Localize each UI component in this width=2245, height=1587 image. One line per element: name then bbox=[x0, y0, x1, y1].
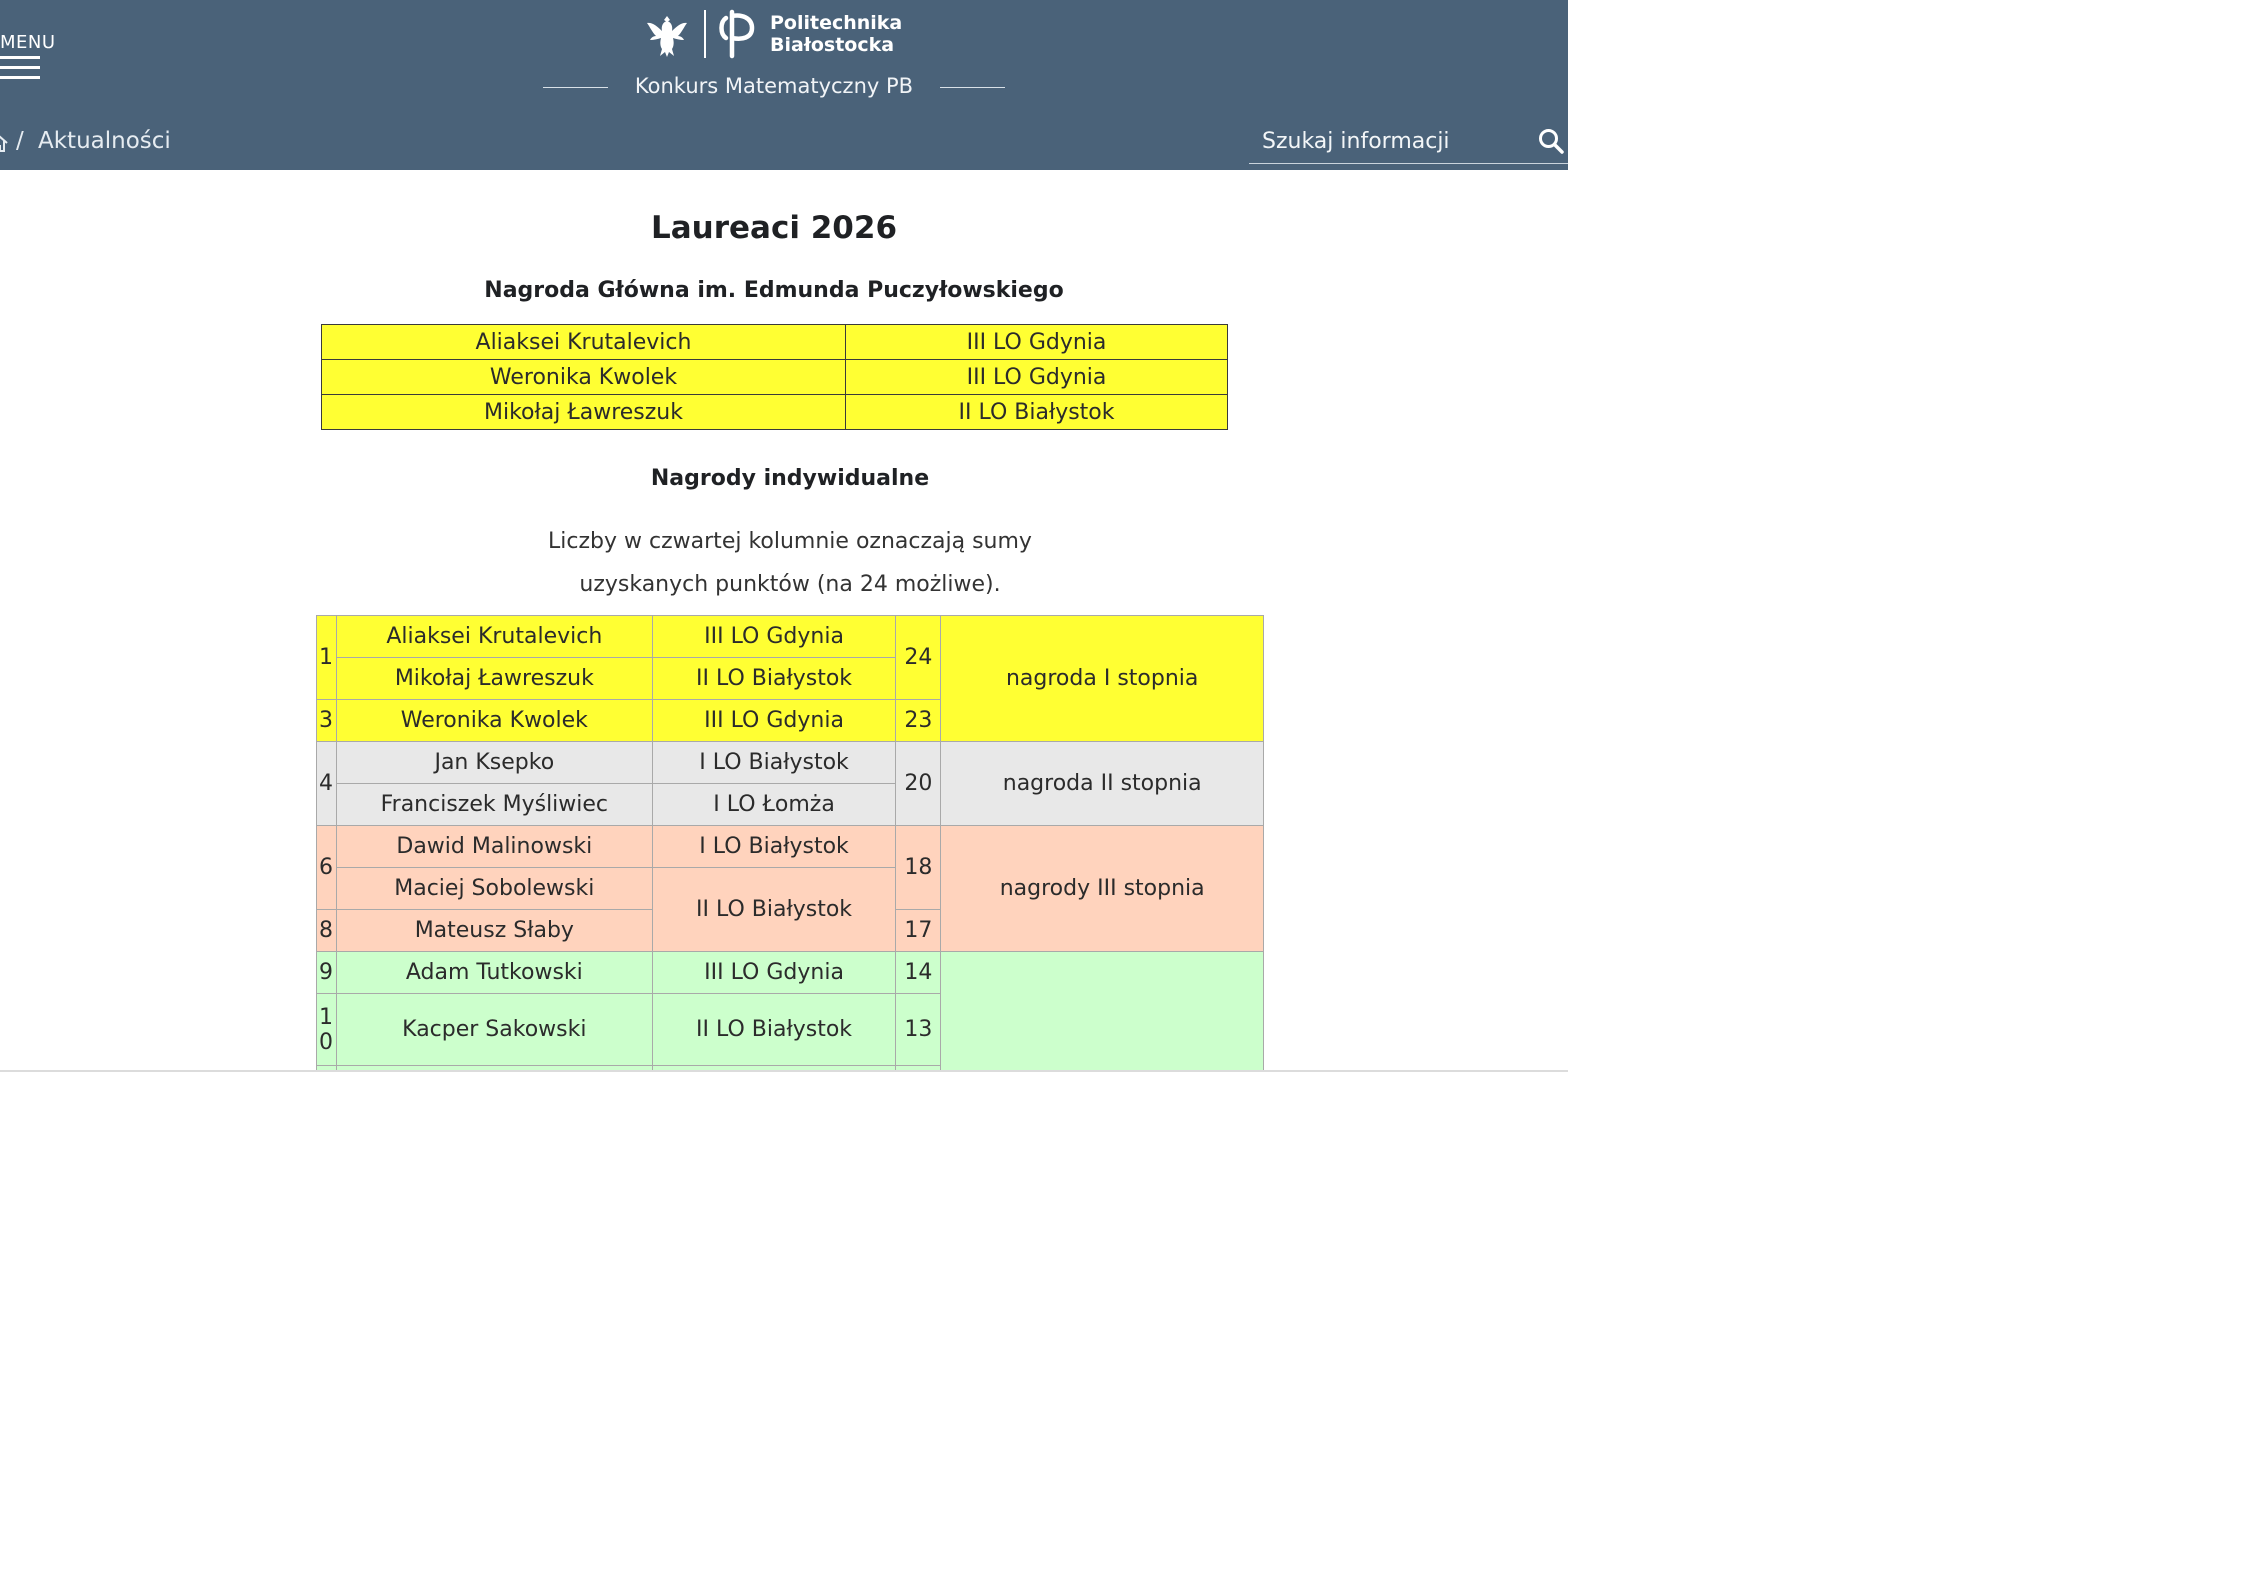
table-row bbox=[317, 742, 1264, 784]
page-title: Laureaci 2026 bbox=[650, 210, 898, 246]
individual-prizes-table bbox=[316, 615, 1264, 1074]
rank-cell: 4 bbox=[317, 742, 337, 826]
school-cell: III LO Gdynia bbox=[652, 700, 896, 742]
school-cell: II LO Białystok bbox=[652, 994, 896, 1066]
table-row bbox=[322, 360, 1228, 395]
student-name: Dawid Malinowski bbox=[336, 826, 652, 868]
points-cell: 20 bbox=[896, 742, 941, 826]
points-cell: 14 bbox=[896, 952, 941, 994]
points-cell: 13 bbox=[896, 994, 941, 1066]
prize-cell: nagroda I stopnia bbox=[941, 616, 1264, 742]
student-name: Kacper Sakowski bbox=[336, 994, 652, 1066]
points-cell: 18 bbox=[896, 826, 941, 910]
note-line-1: Liczby w czwartej kolumnie oznaczają sumy bbox=[548, 529, 1032, 554]
eagle-emblem-icon bbox=[646, 12, 688, 58]
student-name: Mikołaj Ławreszuk bbox=[336, 658, 652, 700]
logo-separator bbox=[704, 10, 706, 58]
table-row bbox=[317, 616, 1264, 658]
prize-cell bbox=[941, 952, 1264, 1074]
student-name: Franciszek Myśliwiec bbox=[336, 784, 652, 826]
breadcrumb-separator: / bbox=[16, 128, 24, 154]
hamburger-icon bbox=[0, 56, 40, 80]
school-cell: III LO Gdynia bbox=[652, 952, 896, 994]
school-cell: II LO Białystok bbox=[652, 658, 896, 700]
winner-school: II LO Białystok bbox=[846, 395, 1228, 430]
winner-school: III LO Gdynia bbox=[846, 325, 1228, 360]
site-subtitle bbox=[543, 74, 1005, 102]
breadcrumb-current[interactable]: Aktualności bbox=[38, 128, 171, 154]
rank-cell: 3 bbox=[317, 700, 337, 742]
school-cell: I LO Łomża bbox=[652, 784, 896, 826]
student-name: Maciej Sobolewski bbox=[336, 868, 652, 910]
subtitle-divider-right bbox=[940, 87, 1005, 88]
rank-cell: 1 0 bbox=[317, 994, 337, 1066]
winner-school: III LO Gdynia bbox=[846, 360, 1228, 395]
logo-line-2: Białostocka bbox=[770, 34, 895, 56]
student-name: Jan Ksepko bbox=[336, 742, 652, 784]
winner-name: Mikołaj Ławreszuk bbox=[322, 395, 846, 430]
table-row bbox=[317, 952, 1264, 994]
prize-cell: nagrody III stopnia bbox=[941, 826, 1264, 952]
points-note bbox=[0, 520, 1580, 606]
site-header bbox=[0, 0, 1568, 170]
main-prize-heading: Nagroda Główna im. Edmunda Puczyłowskiego bbox=[484, 278, 1064, 303]
table-row bbox=[317, 826, 1264, 868]
table-row bbox=[322, 395, 1228, 430]
main-prize-table bbox=[321, 324, 1228, 430]
school-cell: I LO Białystok bbox=[652, 742, 896, 784]
pb-logo-mark-icon bbox=[718, 8, 762, 60]
points-cell: 24 bbox=[896, 616, 941, 700]
winner-name: Weronika Kwolek bbox=[322, 360, 846, 395]
subtitle-text: Konkurs Matematyczny PB bbox=[634, 74, 914, 98]
menu-label: MENU bbox=[0, 32, 56, 53]
search-box bbox=[1249, 120, 1568, 164]
school-cell: III LO Gdynia bbox=[652, 616, 896, 658]
menu-button[interactable] bbox=[0, 30, 60, 82]
logo-line-1: Politechnika bbox=[770, 12, 903, 34]
search-input[interactable] bbox=[1262, 124, 1522, 158]
points-cell: 23 bbox=[896, 700, 941, 742]
winner-name: Aliaksei Krutalevich bbox=[322, 325, 846, 360]
student-name: Mateusz Słaby bbox=[336, 910, 652, 952]
school-cell: II LO Białystok bbox=[652, 868, 896, 952]
points-cell: 17 bbox=[896, 910, 941, 952]
home-icon[interactable] bbox=[0, 134, 8, 152]
rank-cell: 8 bbox=[317, 910, 337, 952]
rank-cell: 1 bbox=[317, 616, 337, 700]
school-cell: I LO Białystok bbox=[652, 826, 896, 868]
prize-cell: nagroda II stopnia bbox=[941, 742, 1264, 826]
student-name: Aliaksei Krutalevich bbox=[336, 616, 652, 658]
rank-cell: 6 bbox=[317, 826, 337, 910]
search-icon[interactable] bbox=[1538, 128, 1564, 154]
student-name: Adam Tutkowski bbox=[336, 952, 652, 994]
university-logo[interactable] bbox=[646, 8, 906, 62]
rank-cell: 9 bbox=[317, 952, 337, 994]
individual-prizes-heading: Nagrody indywidualne bbox=[650, 466, 930, 491]
logo-text bbox=[770, 12, 902, 56]
table-row bbox=[322, 325, 1228, 360]
bottom-edge bbox=[0, 1070, 1568, 1096]
student-name: Weronika Kwolek bbox=[336, 700, 652, 742]
note-line-2: uzyskanych punktów (na 24 możliwe). bbox=[579, 572, 1001, 597]
